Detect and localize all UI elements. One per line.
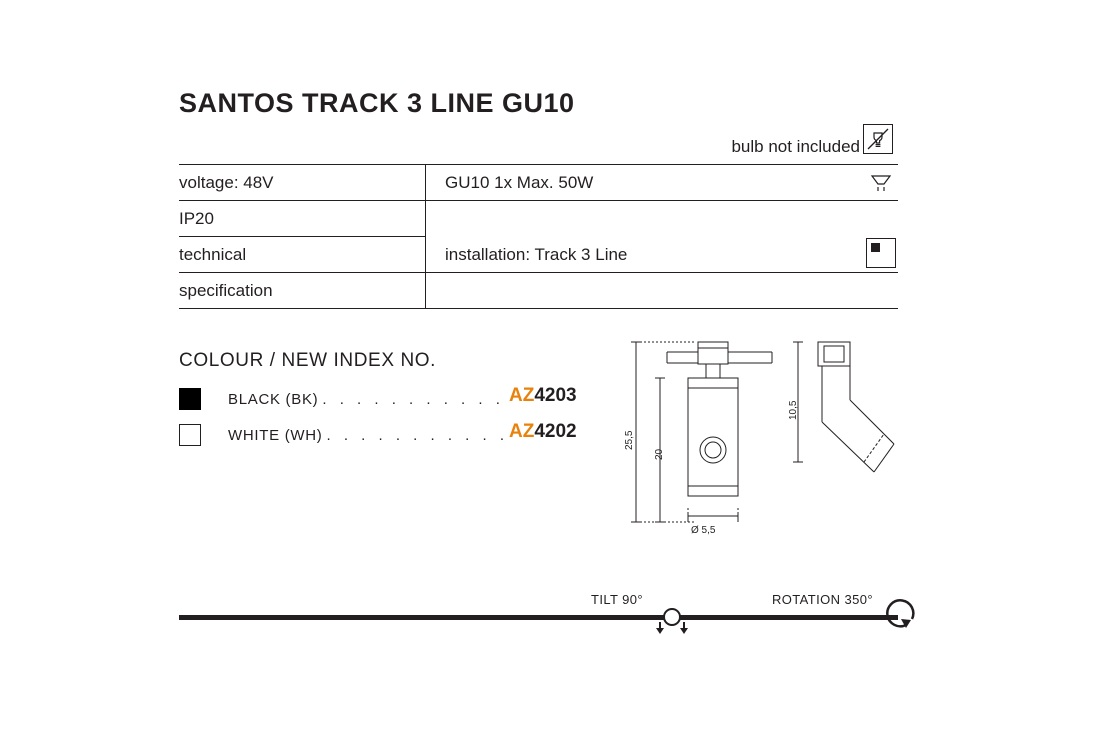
product-code-white (509, 421, 577, 443)
product-code-prefix-white: AZ (509, 421, 535, 442)
leader-dots-black: . . . . . . . . . . . (322, 390, 505, 408)
colour-row-white (179, 424, 509, 446)
technical-drawing (612, 330, 922, 545)
tilt-icon (656, 609, 688, 634)
spec-voltage: voltage: 48V (179, 173, 274, 192)
gu10-bulb-glyph (868, 172, 894, 196)
colour-section-heading: COLOUR / NEW INDEX NO. (179, 350, 437, 371)
technical-drawing-svg (612, 330, 922, 545)
table-rule-top (179, 164, 898, 165)
dim-body-height: 20 (654, 448, 665, 460)
leader-dots-white: . . . . . . . . . . . (326, 426, 509, 444)
colour-swatch-white (179, 424, 201, 446)
gu10-bulb-icon (868, 172, 894, 196)
colour-label-white: WHITE (WH) (228, 426, 323, 444)
spec-ip-rating: IP20 (179, 209, 214, 228)
dim-side-height: 10,5 (788, 400, 799, 420)
spec-technical: technical (179, 245, 247, 264)
spec-specification: specification (179, 281, 273, 300)
bulb-not-included-icon (863, 124, 893, 154)
rotation-label: ROTATION 350° (772, 592, 873, 607)
dim-total-height: 25,5 (624, 430, 635, 450)
colour-row-black (179, 388, 504, 410)
table-column-divider (425, 164, 426, 309)
product-code-number-white: 4202 (534, 421, 577, 442)
bulb-note-label: bulb not included (731, 137, 860, 156)
colour-swatch-black (179, 388, 201, 410)
track-mount-icon (866, 238, 896, 268)
table-rule-1 (179, 200, 898, 201)
product-code-black (509, 385, 577, 407)
colour-label-black: BLACK (BK) (228, 390, 319, 408)
table-rule-3 (179, 272, 898, 273)
product-code-prefix-black: AZ (509, 385, 535, 406)
tilt-label: TILT 90° (591, 592, 643, 607)
specification-table (179, 164, 898, 309)
rotation-icon (887, 600, 913, 628)
page-title: SANTOS TRACK 3 LINE GU10 (179, 88, 575, 118)
table-rule-2 (179, 236, 425, 237)
spec-installation: installation: Track 3 Line (445, 245, 628, 264)
dim-diameter: Ø 5,5 (691, 525, 716, 536)
bulb-crossed-glyph (864, 125, 892, 153)
motion-icons (620, 596, 930, 646)
spec-lamp: GU10 1x Max. 50W (445, 173, 594, 192)
table-rule-bottom (179, 308, 898, 309)
product-code-number-black: 4203 (534, 385, 577, 406)
